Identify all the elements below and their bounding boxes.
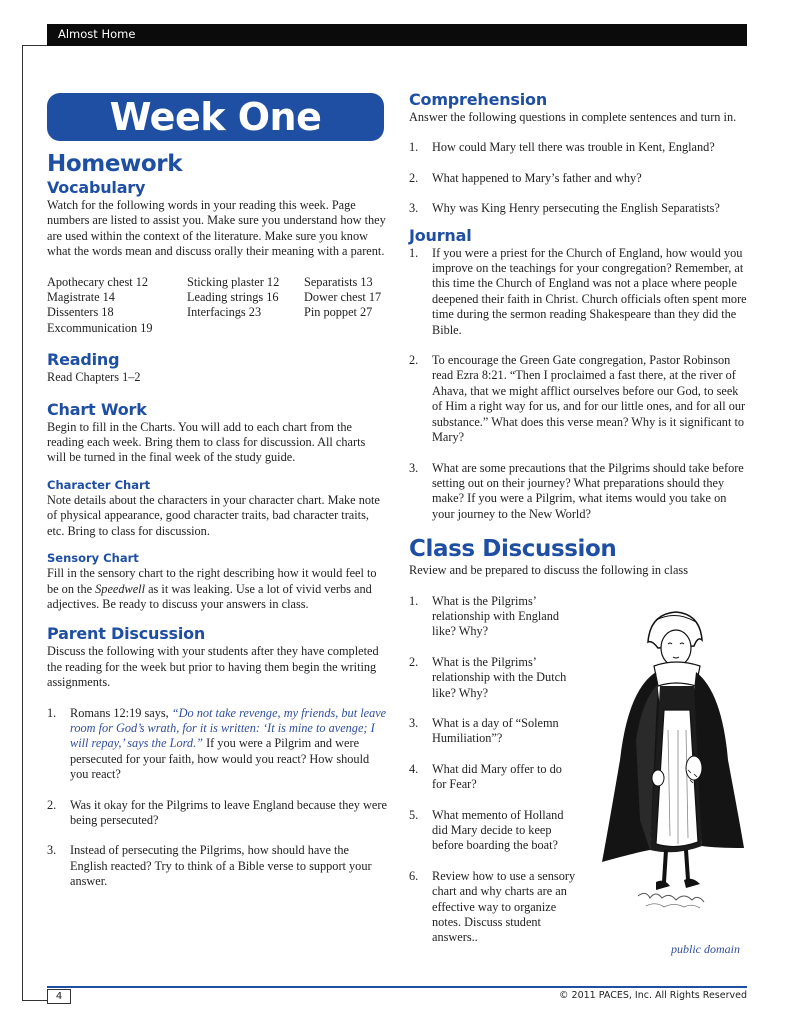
list-item — [409, 140, 749, 155]
left-column — [47, 150, 387, 890]
journal-heading: Journal — [409, 225, 472, 245]
parent-discussion-heading: Parent Discussion — [47, 624, 206, 644]
question-text — [70, 706, 387, 783]
question-text: What memento of Holland did Mary decide to keep before boarding the boat? — [432, 807, 564, 853]
list-item — [409, 353, 749, 445]
week-title: Week One — [109, 95, 322, 139]
question-text: What is the Pilgrims’ relationship with the Dutch like? Why? — [432, 654, 567, 700]
question-text: Why was King Henry persecuting the English Separatists? — [432, 201, 720, 216]
question-number: 6. — [409, 868, 419, 883]
list-item — [409, 762, 577, 793]
list-item — [409, 808, 577, 854]
list-item — [409, 716, 577, 747]
sensory-chart-text-start: Fill in the sensory chart to the right describing how it would feel to be on the — [47, 566, 377, 596]
class-discussion-intro: Review and be prepared to discuss the following in class — [409, 563, 689, 578]
sensory-chart-text-end: as it was leaking. Use a lot of vivid verbs and adjectives. Be ready to discuss your answers in class. — [47, 581, 372, 611]
question-number: 1. — [409, 245, 419, 260]
character-chart-heading: Character Chart — [47, 477, 151, 492]
question-number: 5. — [409, 807, 419, 822]
question-number: 2. — [47, 797, 57, 812]
copyright-notice: © 2011 PACES, Inc. All Rights Reserved — [559, 990, 747, 1001]
pilgrim-girl-illustration — [598, 600, 746, 938]
question-number: 4. — [409, 761, 419, 776]
question-text: How could Mary tell there was trouble in Kent, England? — [432, 140, 715, 155]
journal-questions — [409, 246, 749, 523]
list-item — [409, 461, 749, 523]
list-item — [47, 706, 387, 783]
list-item — [47, 843, 387, 889]
question-prefix: Romans 12:19 says, — [70, 705, 172, 720]
question-number: 1. — [47, 705, 57, 720]
list-item — [409, 171, 749, 186]
question-text: What are some precautions that the Pilgrims should take before setting out on their journey? What preparations should they make? If you were a Pilgrim, what items would you take on your journey to the New World? — [432, 460, 744, 521]
parent-discussion-intro: Discuss the following with your students after they have completed the reading for the week but prior to having them begin the writing assignments. — [47, 644, 379, 690]
vocab-word: Interfacings 23 — [187, 305, 262, 320]
vocab-word: Magistrate 14 — [47, 290, 115, 305]
header-bar — [47, 24, 747, 46]
chart-work-text: Begin to fill in the Charts. You will add to each chart from the reading each week. Bring them to class for discussion. All charts will be turned in the final week of the study guide. — [47, 419, 366, 465]
question-text: What is the Pilgrims’ relationship with England like? Why? — [432, 593, 560, 639]
list-item — [409, 246, 749, 338]
class-discussion-questions — [409, 594, 577, 946]
vocabulary-heading: Vocabulary — [47, 178, 146, 197]
vocabulary-word-list — [47, 275, 387, 337]
homework-heading: Homework — [47, 151, 183, 177]
list-item — [409, 655, 577, 701]
vocab-word: Leading strings 16 — [187, 290, 279, 305]
vocab-word: Sticking plaster 12 — [187, 274, 280, 289]
question-number: 2. — [409, 353, 419, 368]
vocab-word: Pin poppet 27 — [304, 305, 373, 320]
image-credit: public domain — [671, 942, 740, 956]
reading-heading: Reading — [47, 350, 120, 370]
vocab-word: Apothecary chest 12 — [47, 274, 149, 289]
parent-discussion-questions — [47, 706, 387, 890]
comprehension-heading: Comprehension — [409, 90, 548, 109]
list-item — [409, 201, 749, 216]
question-text: To encourage the Green Gate congregation, Pastor Robinson read Ezra 8:21. “Then I proclaimed a fast there, at the river of Ahava, that we might afflict ourselves before our God, to seek of Him a right way for us, and for our little ones, and for all our substance.” What does this verse mean? Why is it significant to Mary? — [432, 353, 746, 445]
question-number: 2. — [409, 170, 419, 185]
list-item — [409, 869, 577, 946]
question-number: 3. — [409, 460, 419, 475]
question-number: 1. — [409, 593, 419, 608]
footer-rule — [47, 986, 747, 988]
header-title: Almost Home — [58, 27, 136, 41]
chart-work-heading: Chart Work — [47, 399, 147, 419]
vocab-word: Dissenters 18 — [47, 305, 114, 320]
frame-rule-left — [22, 45, 23, 1000]
comprehension-intro: Answer the following questions in complete sentences and turn in. — [409, 110, 737, 124]
question-number: 1. — [409, 140, 419, 155]
question-text: Instead of persecuting the Pilgrims, how should have the English reacted? Try to think of a Bible verse to support your answer. — [70, 843, 372, 889]
question-text: Review how to use a sensory chart and why charts are an effective way to organize notes. Discuss student answers.. — [432, 868, 576, 945]
reading-text: Read Chapters 1–2 — [47, 370, 141, 385]
question-text: If you were a priest for the Church of England, how would you improve on the teachings for your congregation? Remember, at this time the Church of England was not a place where people deepened their faith in Christ. Church officials often spent more time during the sermon reading Shakespeare than they did the Bible. — [432, 245, 747, 337]
sensory-chart-heading: Sensory Chart — [47, 551, 139, 566]
question-text: Was it okay for the Pilgrims to leave England because they were being persecuted? — [70, 797, 387, 827]
frame-rule-top — [22, 45, 48, 46]
page-number: 4 — [47, 989, 71, 1004]
comprehension-questions — [409, 140, 749, 216]
ship-name: Speedwell — [95, 581, 146, 596]
bible-quote: “Do not take revenge, my friends, but leave room for God’s wrath, for it is written: ‘It is mine to avenge; I will repay,’ says the Lord.” — [70, 705, 387, 751]
sensory-chart-text — [47, 566, 387, 612]
list-item — [409, 594, 577, 640]
question-number: 3. — [47, 843, 57, 858]
vocab-word: Separatists 13 — [304, 274, 373, 289]
vocabulary-intro: Watch for the following words in your reading this week. Page numbers are listed to assist you. Make sure you understand how they are used within the context of the literature. Make sure you know what the words mean and discuss orally their meaning with a parent. — [47, 198, 386, 259]
frame-rule-bottom — [22, 1000, 48, 1001]
class-discussion-heading: Class Discussion — [409, 536, 617, 563]
vocab-word: Dower chest 17 — [304, 290, 382, 305]
question-text: What happened to Mary’s father and why? — [432, 170, 642, 185]
question-suffix: If you were a Pilgrim and were persecuted for your faith, how would you react? How should you react? — [70, 736, 370, 782]
character-chart-text: Note details about the characters in your character chart. Make note of physical appearance, good character traits, bad character traits, etc. Bring to class for discussion. — [47, 492, 380, 538]
vocab-word: Excommunication 19 — [47, 320, 153, 335]
list-item — [47, 798, 387, 829]
question-number: 3. — [409, 201, 419, 216]
question-text: What is a day of “Solemn Humiliation”? — [432, 715, 559, 746]
question-number: 2. — [409, 654, 419, 669]
question-number: 3. — [409, 715, 419, 730]
question-text: What did Mary offer to do for Fear? — [432, 761, 562, 792]
